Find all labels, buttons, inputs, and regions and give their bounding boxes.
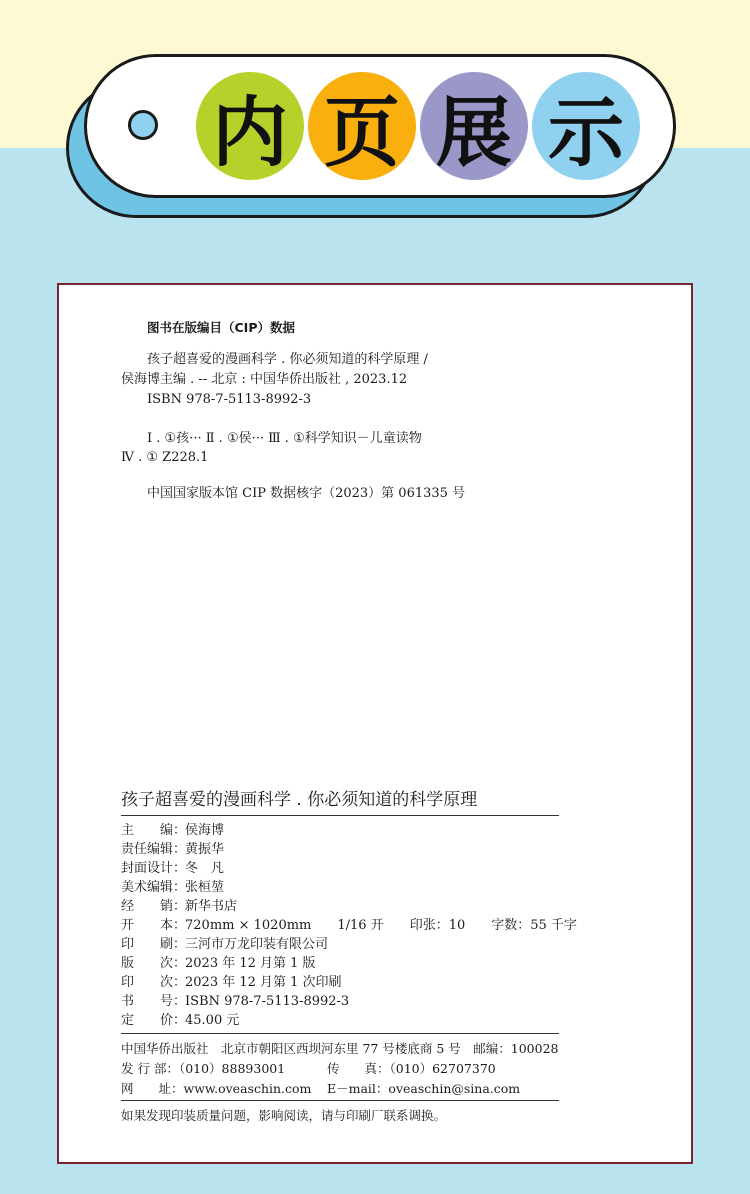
cip-classification: Ⅳ . ① Z228.1 <box>121 450 209 465</box>
cip-line: 孩子超喜爱的漫画科学 . 你必须知道的科学原理 / <box>147 352 428 367</box>
info-value: 三河市万龙印装有限公司 <box>185 937 329 952</box>
info-row <box>121 880 224 896</box>
info-row <box>121 861 224 877</box>
banner-dot-icon <box>128 110 158 140</box>
info-label: 责任编辑： <box>121 842 187 857</box>
info-value: 2023 年 12 月第 1 次印刷 <box>185 975 342 990</box>
divider <box>121 1033 559 1034</box>
info-value: ISBN 978-7-5113-8992-3 <box>185 994 350 1009</box>
banner-char-shi: 示 <box>532 72 640 180</box>
info-label: 版 次： <box>121 956 187 971</box>
info-row <box>121 937 328 953</box>
website: 网 址：www.oveaschin.com <box>121 1081 312 1096</box>
info-row <box>121 1013 239 1029</box>
cip-classification: Ⅰ . ①孩··· Ⅱ . ①侯··· Ⅲ . ①科学知识－儿童读物 <box>147 431 422 446</box>
info-value: 2023 年 12 月第 1 版 <box>185 956 316 971</box>
cip-record-number: 中国国家版本馆 CIP 数据核字（2023）第 061335 号 <box>147 486 466 501</box>
info-value: 新华书店 <box>185 899 238 914</box>
info-value: 45.00 元 <box>185 1013 240 1028</box>
cip-heading: 图书在版编目（CIP）数据 <box>147 320 295 335</box>
book-title: 孩子超喜爱的漫画科学 . 你必须知道的科学原理 <box>121 790 478 810</box>
info-label: 开 本： <box>121 918 187 933</box>
info-row <box>121 975 342 991</box>
email-address: E－mail：oveaschin@sina.com <box>327 1081 521 1096</box>
info-label: 书 号： <box>121 994 187 1009</box>
info-label: 印 次： <box>121 975 187 990</box>
info-row <box>121 823 224 839</box>
publisher-address: 中国华侨出版社 北京市朝阳区西坝河东里 77 号楼底商 5 号 邮编：100028 <box>121 1041 559 1056</box>
copyright-page <box>57 283 693 1164</box>
info-label: 经 销： <box>121 899 187 914</box>
banner-char-zhan: 展 <box>420 72 528 180</box>
info-label: 封面设计： <box>121 861 187 876</box>
info-label: 定 价： <box>121 1013 187 1028</box>
divider <box>121 815 559 816</box>
cip-isbn: ISBN 978-7-5113-8992-3 <box>147 392 312 407</box>
info-row <box>121 899 237 915</box>
info-label: 主 编： <box>121 823 187 838</box>
quality-notice: 如果发现印装质量问题，影响阅读，请与印刷厂联系调换。 <box>121 1108 447 1123</box>
info-value: 张桓堃 <box>185 880 225 895</box>
info-value: 冬 凡 <box>185 861 225 876</box>
info-value: 黄振华 <box>185 842 225 857</box>
info-value: 720mm × 1020mm 1/16 开 印张：10 字数：55 千字 <box>185 918 577 933</box>
info-label: 美术编辑： <box>121 880 187 895</box>
info-row <box>121 842 224 858</box>
banner-char-ye: 页 <box>308 72 416 180</box>
info-value: 侯海博 <box>185 823 225 838</box>
dept-phone: 发 行 部：（010）88893001 <box>121 1061 286 1076</box>
info-row <box>121 956 316 972</box>
divider <box>121 1100 559 1101</box>
info-label: 印 刷： <box>121 937 187 952</box>
info-row <box>121 918 577 934</box>
fax-number: 传 真：（010）62707370 <box>327 1061 496 1076</box>
cip-line: 侯海博主编 . -- 北京 : 中国华侨出版社 , 2023.12 <box>121 372 408 387</box>
banner-char-nei: 内 <box>196 72 304 180</box>
info-row <box>121 994 349 1010</box>
